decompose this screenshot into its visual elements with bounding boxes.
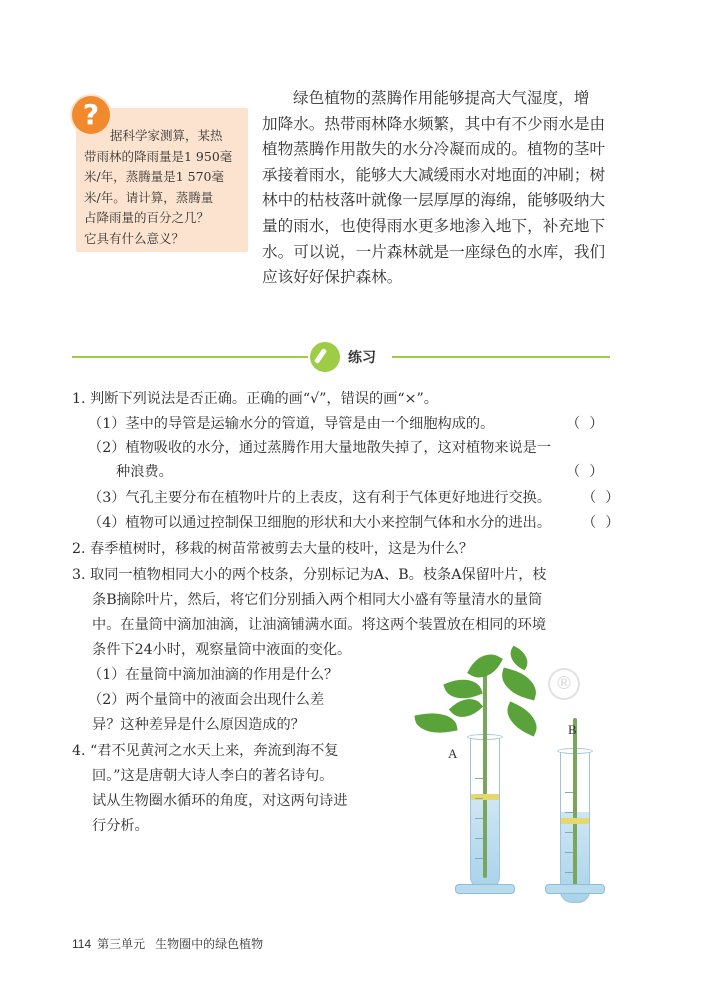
paragraph-line: 加降水。热带雨林降水频繁，其中有不少雨水是由	[262, 114, 606, 133]
question-3-sub-continued: 异？这种差异是什么原因造成的？	[92, 717, 305, 733]
think-text	[84, 126, 244, 249]
pencil-icon	[310, 342, 340, 372]
answer-paren: （ ）	[582, 515, 620, 531]
question-3-line: 条件下24小时，观察量筒中液面的变化。	[92, 642, 352, 658]
question-1-stem: 1. 判断下列说法是否正确。正确的画“√”，错误的画“×”。	[72, 391, 438, 407]
question-4-line: 行分析。	[92, 818, 149, 834]
question-3-sub: （2）两个量筒中的液面会出现什么差	[88, 692, 325, 708]
question-3-sub: （1）在量筒中滴加油滴的作用是什么？	[88, 667, 339, 683]
paragraph-line: 量的雨水，也使得雨水更多地渗入地下，补充地下	[262, 216, 606, 235]
think-line: 据科学家测算，某热	[110, 128, 223, 143]
question-2: 2. 春季植树时，移栽的树苗常被剪去大量的枝叶，这是为什么？	[72, 541, 474, 557]
paragraph-line: 应该好好保护森林。	[262, 268, 403, 287]
paragraph-line: 林中的枯枝落叶就像一层厚厚的海绵，能够吸纳大	[262, 191, 606, 210]
answer-paren: （ ）	[566, 464, 604, 480]
paragraph-line: 绿色植物的蒸腾作用能够提高大气湿度，增	[293, 89, 590, 107]
cylinder-b-base	[545, 884, 605, 894]
think-line: 米/年，蒸腾量是1 570毫	[84, 169, 224, 184]
question-1-item: （1）茎中的导管是运输水分的管道，导管是由一个细胞构成的。	[88, 416, 495, 432]
question-1-item-continued: 种浪费。	[116, 464, 173, 480]
cylinder-a-base	[455, 884, 515, 894]
answer-paren: （ ）	[582, 490, 620, 506]
registered-mark: ®	[548, 668, 580, 700]
question-4-line: 回。”这是唐朝大诗人李白的著名诗句。	[92, 768, 334, 784]
question-1-item: （4）植物可以通过控制保卫细胞的形状和大小来控制气体和水分的进出。	[88, 515, 552, 531]
leaf	[498, 667, 541, 700]
page-number: 114	[72, 937, 92, 951]
question-4-line: 试从生物圈水循环的角度，对这两句诗进	[92, 793, 348, 809]
leaf	[505, 646, 532, 671]
main-paragraph	[262, 86, 618, 291]
exercise-divider-right	[392, 356, 610, 358]
chapter-title: 生物圈中的绿色植物	[155, 937, 264, 951]
think-line: 米/年。请计算，蒸腾量	[84, 189, 214, 205]
label-a: A	[448, 746, 458, 761]
unit-label: 第三单元	[97, 937, 146, 951]
question-mark-icon: ?	[72, 96, 110, 134]
question-1-item: （3）气孔主要分布在植物叶片的上表皮，这有利于气体更好地进行交换。	[88, 490, 552, 506]
question-3-line: 条B摘除叶片，然后，将它们分别插入两个相同大小盛有等量清水的量筒	[92, 592, 543, 608]
question-4-line: 4. “君不见黄河之水天上来，奔流到海不复	[72, 743, 339, 759]
question-1-item: （2）植物吸收的水分，通过蒸腾作用大量地散失掉了，这对植物来说是一	[88, 440, 552, 456]
cylinder-a	[470, 738, 500, 889]
think-line: 占降雨量的百分之几？	[84, 210, 210, 225]
answer-paren: （ ）	[566, 416, 604, 432]
think-line: 它具有什么意义？	[84, 230, 185, 246]
question-3-line: 3. 取同一植物相同大小的两个枝条，分别标记为A、B。枝条A保留叶片，枝	[72, 567, 547, 583]
page-footer	[72, 935, 263, 952]
paragraph-line: 水。可以说，一片森林就是一座绿色的水库，我们	[262, 242, 606, 261]
experiment-figure	[408, 650, 618, 880]
exercise-divider-left	[72, 356, 308, 358]
paragraph-line: 承接着雨水，能够大大减缓雨水对地面的冲刷；树	[262, 165, 606, 184]
question-3-line: 中。在量筒中滴加油滴，让油滴铺满水面。将这两个装置放在相同的环境	[92, 617, 547, 633]
think-line: 带雨林的降雨量是1 950毫	[84, 148, 233, 164]
exercise-title: 练习	[348, 350, 376, 366]
paragraph-line: 植物蒸腾作用散失的水分冷凝而成的。植物的茎叶	[262, 140, 606, 159]
label-b: B	[568, 722, 577, 737]
cylinder-b	[560, 752, 590, 903]
leaf	[501, 701, 543, 736]
